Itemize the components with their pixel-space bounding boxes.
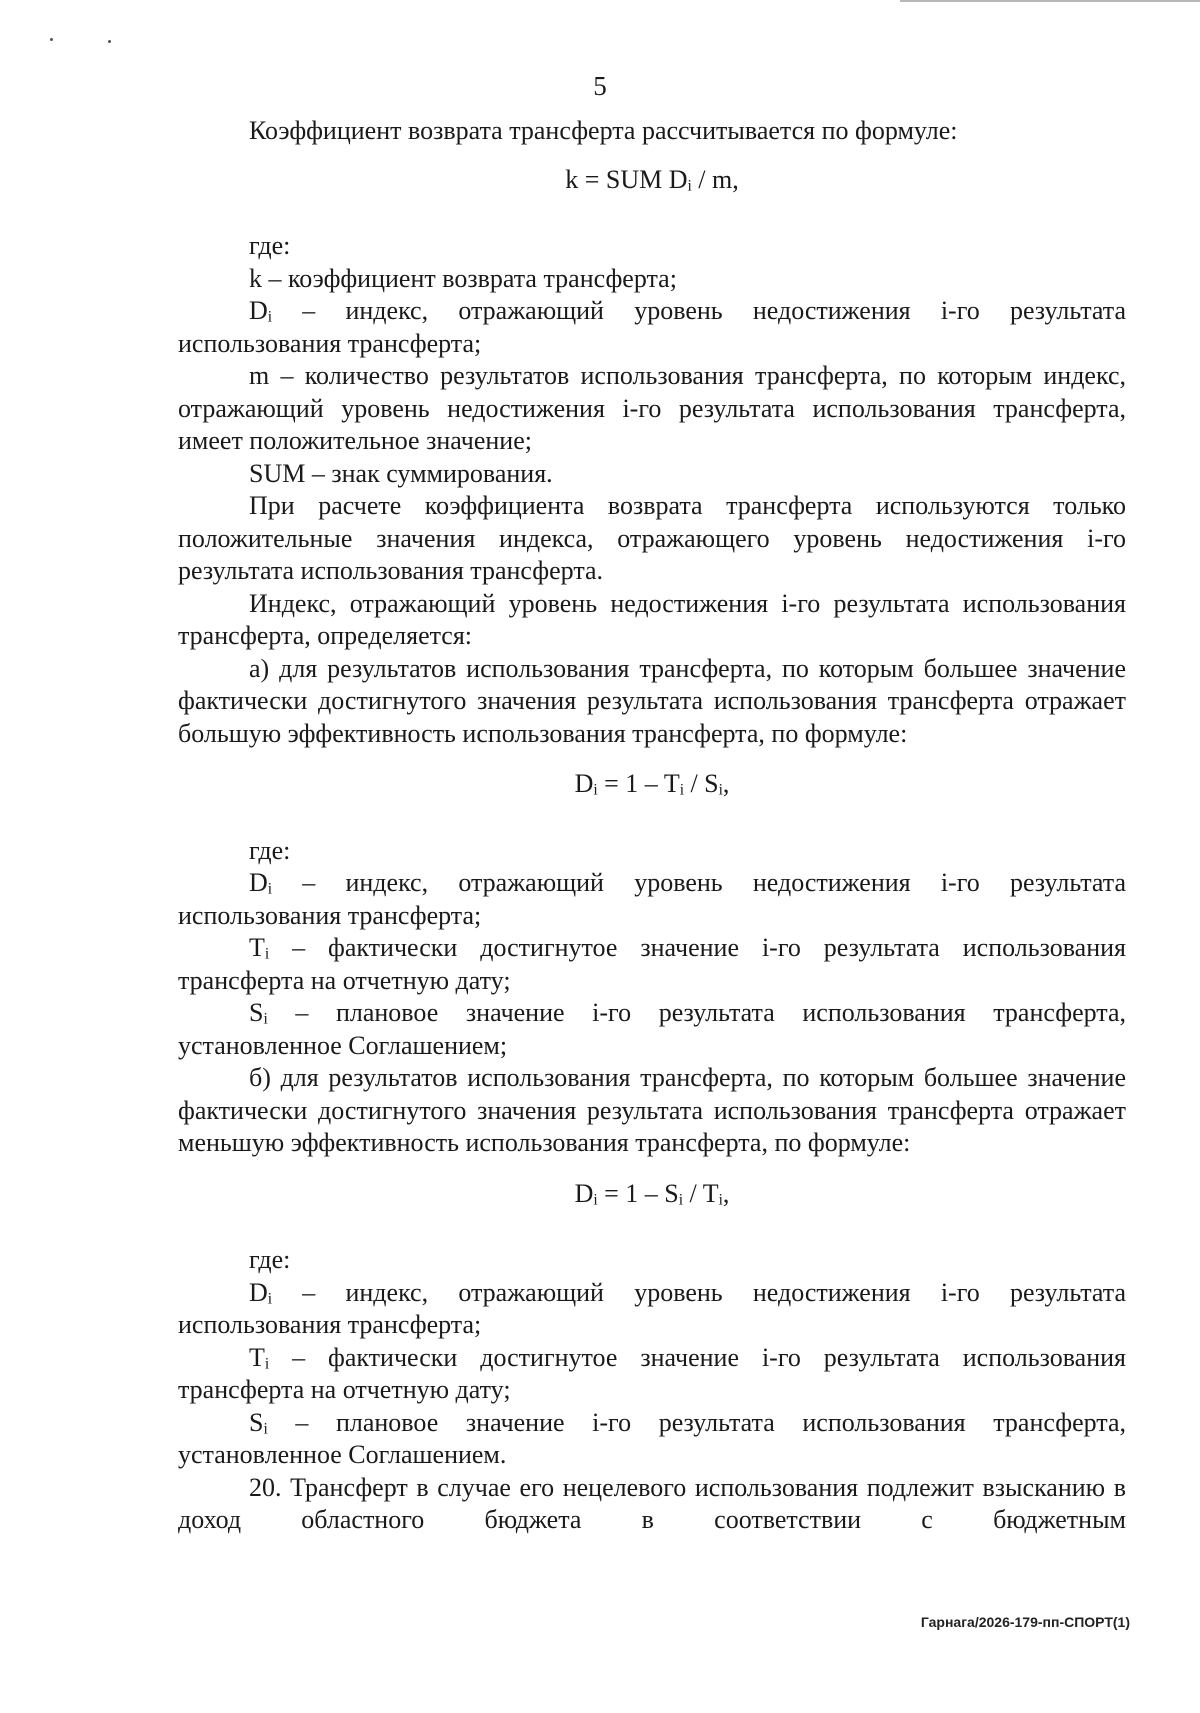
paragraph-line: где: [249,835,291,865]
paragraph: 20. Трансферт в случае его нецелевого использования подлежит взысканию в доход областного бюджета в соответствии с бюджетным [178,1472,1126,1534]
paragraph: б) для результатов использования трансферта, по которым большее значение фактически достигнутого значения результата использования трансферта отражает меньшую эффективность использования трансферта, по формуле: [178,1063,1126,1157]
paragraph-line: где: [249,231,291,260]
scan-speck [108,40,111,43]
formula: Dᵢ = 1 – Sᵢ / Tᵢ, [574,1178,730,1208]
paragraph: При расчете коэффициента возврата трансферта используются только положительные значения индекса, отражающего уровень недостижения i-го результата использования трансферта. [178,491,1126,585]
formula: Dᵢ = 1 – Tᵢ / Sᵢ, [574,769,730,798]
paragraph: Sᵢ – плановое значение i-го результата использования трансферта, установленное Соглашением; [178,998,1126,1060]
paragraph: Коэффициент возврата трансферта рассчитывается по формуле: [249,116,958,145]
paragraph: Dᵢ – индекс, отражающий уровень недостижения i-го результата использования трансферта; [178,1277,1126,1339]
page-number: 5 [593,71,607,101]
paragraph: m – количество результатов использования трансферта, по которым индекс, отражающий уровень недостижения i-го результата использования трансферта, имеет положительное значение; [178,361,1126,455]
paragraph: Sᵢ – плановое значение i-го результата использования трансферта, установленное Соглашением. [178,1407,1126,1469]
document-code: Гарнага/2026-179-пп-СПОРТ(1) [920,1614,1130,1630]
formula: k = SUM Dᵢ / m, [565,164,739,194]
paragraph: Tᵢ – фактически достигнутое значение i-го результата использования трансферта на отчетную дату; [178,933,1126,995]
scan-speck [50,38,53,41]
paragraph-line: SUM – знак суммирования. [249,458,553,488]
scan-edge-line [900,0,1200,2]
paragraph: Dᵢ – индекс, отражающий уровень недостижения i-го результата использования трансферта; [178,296,1126,358]
document-body [178,115,1126,1537]
paragraph-line: k – коэффициент возврата трансферта; [249,263,677,293]
paragraph: а) для результатов использования трансферта, по которым большее значение фактически достигнутого значения результата использования трансферта отражает большую эффективность использования трансферта, по формуле: [178,653,1126,748]
paragraph: Dᵢ – индекс, отражающий уровень недостижения i-го результата использования трансферта; [178,868,1126,930]
paragraph: Индекс, отражающий уровень недостижения i-го результата использования трансферта, определяется: [178,588,1126,650]
paragraph: Tᵢ – фактически достигнутое значение i-го результата использования трансферта на отчетную дату; [178,1342,1126,1404]
paragraph-line: где: [249,1245,291,1274]
